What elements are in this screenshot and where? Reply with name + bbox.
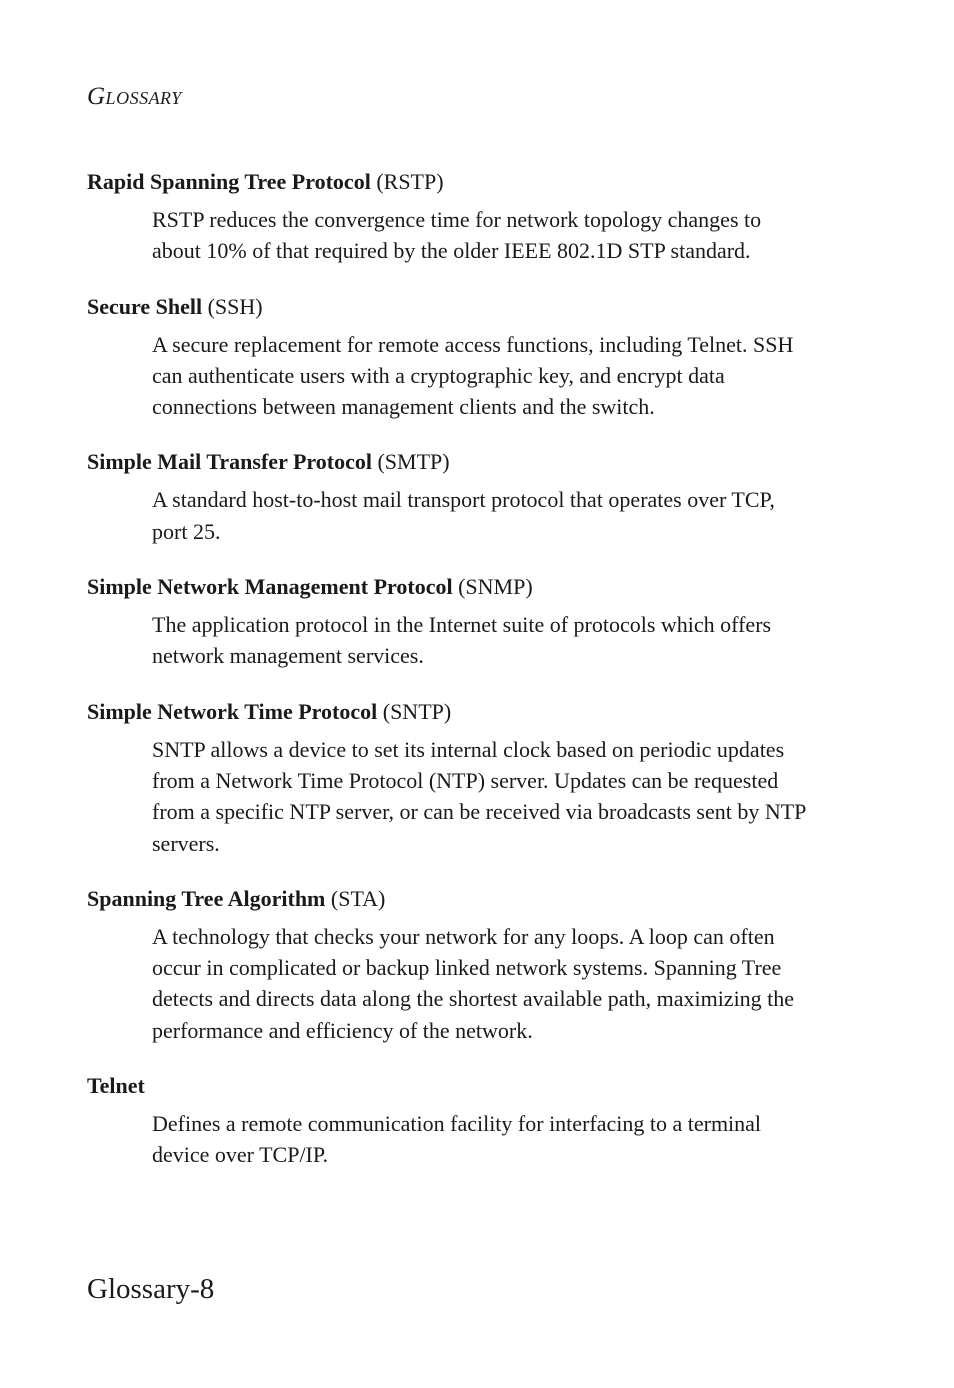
definition-line: servers. — [152, 830, 220, 856]
definition-line: from a Network Time Protocol (NTP) server. Updates can be requested — [152, 767, 779, 793]
definition-line: connections between management clients and the switch. — [152, 394, 655, 420]
page-number: Glossary-8 — [87, 1273, 215, 1305]
glossary-entry-sntp — [87, 698, 867, 859]
term: Simple Network Time Protocol — [87, 698, 378, 724]
term-abbreviation: (SMTP) — [377, 449, 450, 475]
term-abbreviation: (SNMP) — [458, 574, 533, 600]
definition — [152, 484, 852, 547]
glossary-entry-telnet — [87, 1072, 867, 1171]
definition-line: can authenticate users with a cryptographic key, and encrypt data — [152, 362, 725, 388]
term: Simple Network Management Protocol — [87, 574, 453, 600]
term-line — [87, 448, 867, 476]
term-abbreviation: (SNTP) — [382, 698, 452, 724]
definition-line: A standard host-to-host mail transport protocol that operates over TCP, — [152, 487, 775, 513]
term: Telnet — [87, 1073, 145, 1099]
definition-line: Defines a remote communication facility for interfacing to a terminal — [152, 1111, 762, 1137]
glossary-entry-smtp — [87, 448, 867, 547]
term-line — [87, 573, 867, 601]
definition — [152, 1108, 852, 1171]
term-line — [87, 1072, 867, 1100]
definition-line: network management services. — [152, 643, 424, 669]
glossary-entry-rstp — [87, 168, 867, 267]
term-line — [87, 885, 867, 913]
term-line — [87, 698, 867, 726]
definition-line: RSTP reduces the convergence time for network topology changes to — [152, 207, 762, 232]
term-line — [87, 293, 867, 321]
definition-line: performance and efficiency of the network. — [152, 1017, 533, 1043]
definition-line: The application protocol in the Internet suite of protocols which offers — [152, 612, 772, 638]
definition — [152, 329, 852, 423]
term-abbreviation: (STA) — [330, 885, 386, 911]
definition-line: device over TCP/IP. — [152, 1142, 329, 1168]
definition-line: SNTP allows a device to set its internal clock based on periodic updates — [152, 736, 785, 762]
definition — [152, 734, 852, 859]
definition-line: detects and directs data along the shortest available path, maximizing the — [152, 986, 795, 1012]
term-abbreviation: (RSTP) — [376, 169, 444, 194]
glossary-entry-snmp — [87, 573, 867, 672]
glossary-entry-ssh — [87, 293, 867, 423]
definition-line: port 25. — [152, 518, 221, 544]
glossary-entries — [87, 168, 867, 1197]
term: Secure Shell — [87, 293, 203, 319]
definition-line: occur in complicated or backup linked network systems. Spanning Tree — [152, 955, 782, 981]
definition-line: from a specific NTP server, or can be received via broadcasts sent by NTP — [152, 799, 807, 825]
glossary-entry-sta — [87, 885, 867, 1046]
term: Simple Mail Transfer Protocol — [87, 449, 372, 475]
definition — [152, 204, 852, 267]
term-line — [87, 168, 867, 196]
definition-line: about 10% of that required by the older IEEE 802.1D STP standard. — [152, 238, 751, 264]
definition — [152, 609, 852, 672]
term-abbreviation: (SSH) — [207, 293, 263, 319]
term: Rapid Spanning Tree Protocol — [87, 169, 371, 194]
definition — [152, 921, 852, 1046]
running-head: Glossary — [87, 83, 182, 110]
definition-line: A secure replacement for remote access functions, including Telnet. SSH — [152, 331, 794, 357]
definition-line: A technology that checks your network for any loops. A loop can often — [152, 923, 775, 949]
term: Spanning Tree Algorithm — [87, 885, 326, 911]
